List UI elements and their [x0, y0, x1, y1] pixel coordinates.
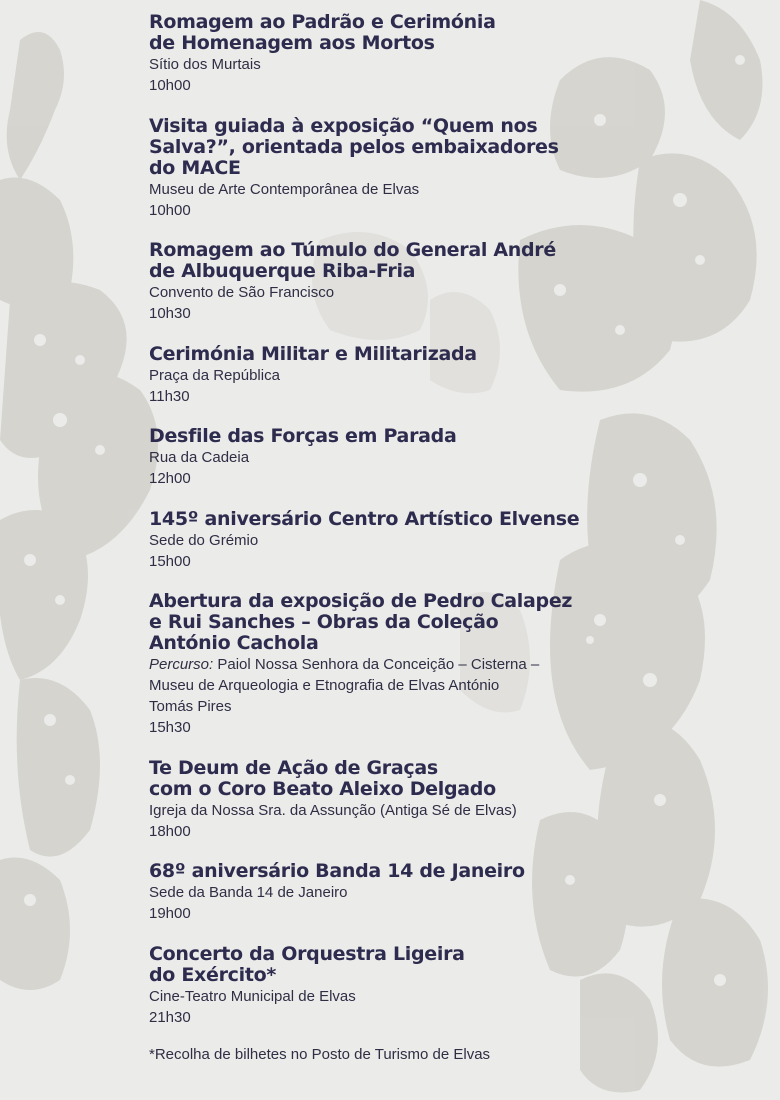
- event-time: 10h00: [149, 77, 191, 94]
- event-venue: Cine-Teatro Municipal de Elvas: [149, 987, 356, 1005]
- event-item: [149, 591, 749, 738]
- event-title: Abertura da exposição de Pedro Calapez e Rui Sanches – Obras da Coleção António Cachola: [149, 590, 573, 654]
- event-item: [149, 344, 749, 407]
- event-item: [149, 240, 749, 324]
- event-time: 15h30: [149, 719, 191, 736]
- event-time: 11h30: [149, 387, 190, 405]
- event-venue: [149, 654, 749, 717]
- route-label: Percurso:: [149, 656, 214, 673]
- event-title: Romagem ao Túmulo do General André de Albuquerque Riba-Fria: [149, 239, 556, 282]
- event-title: 145º aniversário Centro Artístico Elvense: [149, 507, 580, 530]
- event-venue: Rua da Cadeia: [149, 449, 250, 466]
- event-item: [149, 116, 749, 221]
- event-venue: Sítio dos Murtais: [149, 56, 261, 73]
- event-venue: Museu de Arte Contemporânea de Elvas: [149, 180, 420, 198]
- event-item: [149, 944, 749, 1028]
- event-time: 18h00: [149, 822, 191, 840]
- event-item: [149, 758, 749, 842]
- event-time: 10h30: [149, 305, 191, 322]
- ticket-footnote: *Recolha de bilhetes no Posto de Turismo de Elvas: [149, 1046, 491, 1063]
- route-stops: Paiol Nossa Senhora da Conceição – Cisterna – Museu de Arqueologia e Etnografia de Elvas António Tomás Pires: [149, 656, 540, 715]
- event-title: Te Deum de Ação de Graças com o Coro Beato Aleixo Delgado: [149, 756, 496, 800]
- event-time: 15h00: [149, 552, 191, 570]
- event-title: 68º aniversário Banda 14 de Janeiro: [149, 860, 525, 882]
- event-time: 19h00: [149, 905, 191, 922]
- event-program: [149, 12, 749, 1065]
- event-title: Visita guiada à exposição “Quem nos Salva?”, orientada pelos embaixadores do MACE: [149, 114, 559, 179]
- event-title: Desfile das Forças em Parada: [149, 425, 457, 447]
- event-venue: Praça da República: [149, 366, 280, 384]
- event-title: Cerimónia Militar e Militarizada: [149, 342, 477, 365]
- event-item: [149, 861, 749, 924]
- event-venue: Convento de São Francisco: [149, 284, 335, 301]
- event-item: [149, 12, 749, 96]
- event-title: Romagem ao Padrão e Cerimónia de Homenagem aos Mortos: [149, 11, 496, 54]
- event-venue: Sede do Grémio: [149, 531, 259, 549]
- event-title: Concerto da Orquestra Ligeira do Exército*: [149, 942, 465, 986]
- event-time: 21h30: [149, 1008, 191, 1026]
- event-item: [149, 426, 749, 489]
- event-item: [149, 509, 749, 572]
- event-venue: Igreja da Nossa Sra. da Assunção (Antiga Sé de Elvas): [149, 801, 517, 819]
- event-venue: Sede da Banda 14 de Janeiro: [149, 884, 348, 901]
- event-time: 10h00: [149, 201, 191, 219]
- event-time: 12h00: [149, 470, 191, 487]
